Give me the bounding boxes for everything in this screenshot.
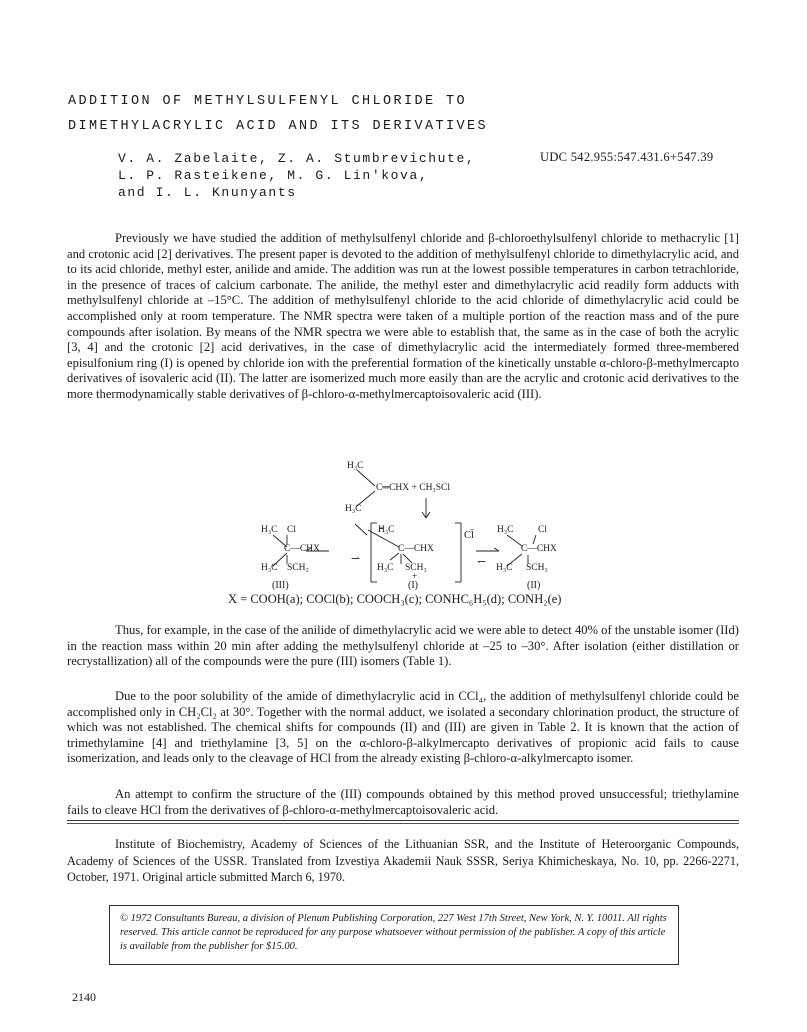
scheme-ii-cl: Cl <box>538 525 547 535</box>
author-line-2: L. P. Rasteikene, M. G. Lin'kova, <box>118 168 429 183</box>
paragraph-1 <box>67 231 739 403</box>
scheme-label-iii: (III) <box>272 580 289 591</box>
scheme-label-ii: (II) <box>527 580 541 591</box>
scheme-iii-sch3: SCH₃ <box>287 563 309 573</box>
paragraph-2-text: Thus, for example, in the case of the anilide of dimethylacrylic acid we were able to detect 40% of the unstable isomer (IId) in the reaction mass within 20 min after adding the methylsulfenyl chloride at –25 to –30°. After isolation (either distillation or recrystallization) all of the compounds were the pure (III) isomers (Table 1). <box>67 623 739 669</box>
scheme-ii-sch3: SCH₃ <box>526 563 548 573</box>
footnote-rule-2 <box>67 823 739 824</box>
scheme-eq-right: ↽ <box>477 556 487 568</box>
scheme-iii-c: C—CHX <box>284 544 320 554</box>
footnote-rule <box>67 820 739 821</box>
affiliation-footnote-text: Institute of Biochemistry, Academy of Sciences of the Lithuanian SSR, and the Institute of Heteroorganic Compounds, Academy of Sciences of the USSR. Translated from Izvestiya Akademii Nauk SSSR, Seriya Khimicheskaya, No. 10, pp. 2266-2271, October, 1971. Original article submitted March 6, 1970. <box>67 837 739 884</box>
author-line-3: and I. L. Knunyants <box>118 185 297 200</box>
page-number: 2140 <box>72 990 96 1004</box>
scheme-i-h3c: H₃C <box>378 525 395 535</box>
scheme-iii-h3c: H₃C <box>261 525 278 535</box>
scheme-i-sch3: SCH₃ <box>405 563 427 573</box>
udc-code: UDC 542.955:547.431.6+547.39 <box>540 150 714 164</box>
author-list <box>118 150 475 201</box>
scheme-ii-h3c: H₃C <box>497 525 514 535</box>
scheme-eq-left: ⇀ <box>351 553 361 565</box>
paragraph-1-text: Previously we have studied the addition of methylsulfenyl chloride and β-chloroethylsulfenyl chloride to methacrylic [1] and crotonic acid [2] derivatives. The present paper is devoted to the addition of methylsulfenyl chloride to dimethylacrylic acid, and to its acid chloride, methyl ester, anilide and amide. The addition was run at the lowest possible temperatures in carbon tetrachloride, in the presence of traces of calcium carbonate. The anilide, the methyl ester and dimethylacrylic acid readily form adducts with methylsulfenyl chloride at –15°C. The addition of methylsulfenyl chloride to the acid chloride of dimethylacrylic acid could be accomplished only at room temperature. The NMR spectra were taken of a multiple portion of the reaction mass and of the pure compounds after isolation. By means of the NMR spectra we were able to establish that, the same as in the case of both the acrylic [3, 4] and the crotonic [2] acid derivatives, in the case of dimethylacrylic acid the intermediately formed three-membered episulfonium ring (I) is opened by chloride ion with the preferential formation of the kinetically unstable α-chloro-β-methylmercapto derivatives of isovaleric acid (II). The latter are isomerized much more easily than are the acrylic and crotonic acid derivatives to the more thermodynamically stable derivatives of β-chloro-α-methylmercaptoisovaleric acid (III). <box>67 231 739 401</box>
scheme-ii-h3c-2: H₃C <box>496 563 513 573</box>
author-line-1: V. A. Zabelaite, Z. A. Stumbrevichute, <box>118 151 476 166</box>
scheme-i-cl-anion: Cl̄ <box>464 530 474 541</box>
scheme-x-definition: X = COOH(a); COCl(b); COOCH₃(c); CONHC₆H₅(d); CONH₂(e) <box>228 592 562 606</box>
scheme-label-i: (I) <box>408 580 418 591</box>
scheme-i-c: C—CHX <box>398 544 434 554</box>
paragraph-3 <box>67 689 739 767</box>
affiliation-footnote <box>67 836 739 886</box>
paragraph-3-text: Due to the poor solubility of the amide of dimethylacrylic acid in CCl₄, the addition of methylsulfenyl chloride could be accomplished only in CH₂Cl₂ at 30°. Together with the normal adduct, we isolated a secondary chlorination product, the structure of which was not established. The chemical shifts for compounds (II) and (III) are given in Table 2. It is known that the action of trimethylamine [4] and triethylamine [3, 5] on the α-chloro-β-alkylmercapto derivatives of propionic acid fails to cause isomerization, and leads only to the cleavage of HCl from the already existing β-chloro-α-alkylmercapto isomer. <box>67 689 739 766</box>
scheme-top-h3c: H₃C <box>347 461 364 471</box>
paragraph-4 <box>67 787 739 818</box>
paragraph-2 <box>67 623 739 670</box>
scheme-iii-cl: Cl <box>287 525 296 535</box>
copyright-text: © 1972 Consultants Bureau, a division of Plenum Publishing Corporation, 227 West 17th Street, New York, N. Y. 10011. All rights reserved. This article cannot be reproduced for any purpose whatsoever without permission of the publisher. A copy of this article is available from the publisher for $15.00. <box>120 913 667 952</box>
paragraph-4-text: An attempt to confirm the structure of the (III) compounds obtained by this method proved unsuccessful; triethylamine fails to cleave HCl from the derivatives of β-chloro-α-methylmercaptoisovaleric acid. <box>67 787 739 817</box>
scheme-iii-h3c-2: H₃C <box>261 563 278 573</box>
scheme-top-h3c-2: H₃C <box>345 504 362 514</box>
title-line-1: ADDITION OF METHYLSULFENYL CHLORIDE TO <box>68 94 468 109</box>
copyright-box <box>109 905 679 965</box>
scheme-i-h3c-2: H₃C <box>377 563 394 573</box>
scheme-ii-c: C—CHX <box>521 544 557 554</box>
title-line-2: DIMETHYLACRYLIC ACID AND ITS DERIVATIVES <box>68 119 489 134</box>
scheme-top-reactant: C═CHX + CH₃SCl <box>376 483 451 493</box>
scheme-i-plus: + <box>412 572 418 582</box>
